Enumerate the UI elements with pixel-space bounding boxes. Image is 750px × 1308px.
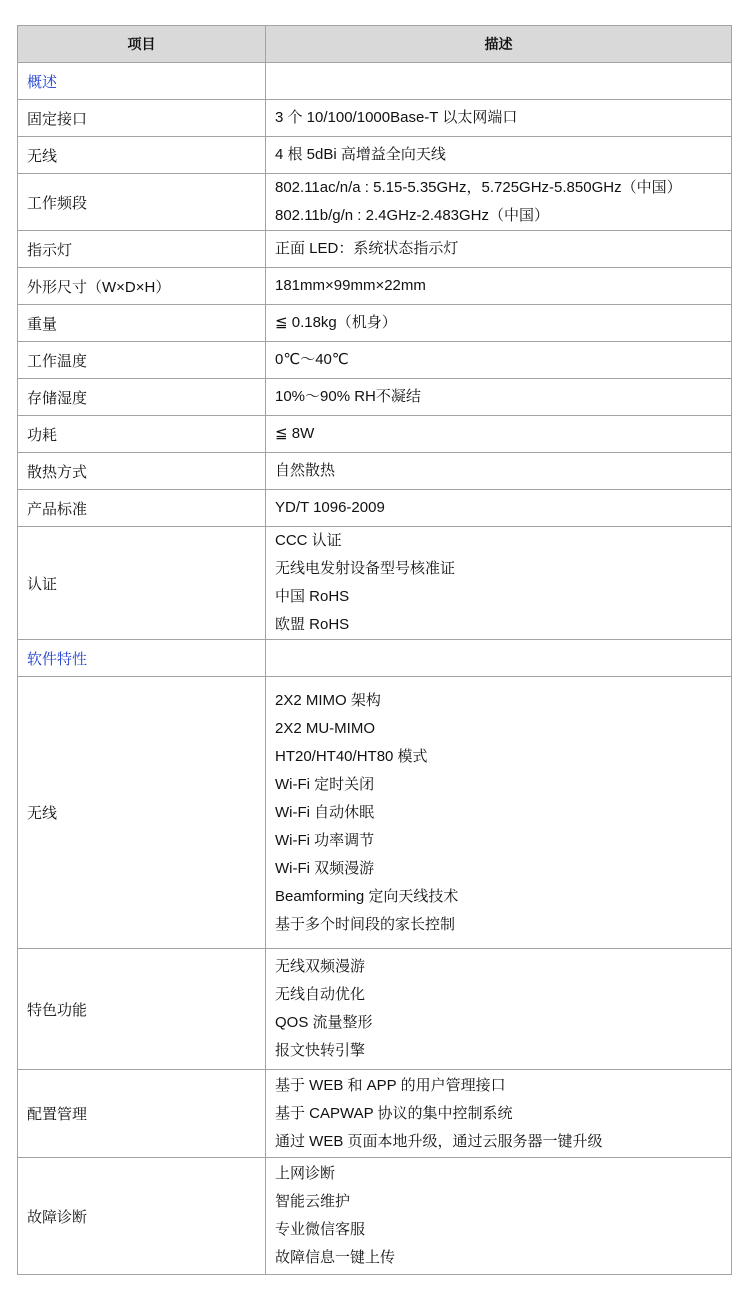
row-label: 配置管理 [18, 1070, 266, 1158]
table-row [18, 100, 732, 137]
header-row [18, 26, 732, 63]
description-line: YD/T 1096-2009 [275, 499, 385, 516]
row-description [266, 137, 732, 174]
row-label: 产品标准 [18, 490, 266, 527]
description-line: 欧盟 RoHS [275, 616, 350, 633]
row-description [266, 453, 732, 490]
row-description [266, 100, 732, 137]
description-line: Wi-Fi 定时关闭 [275, 775, 375, 793]
section-heading: 概述 [18, 63, 266, 100]
row-label: 无线 [18, 137, 266, 174]
row-description [266, 379, 732, 416]
description-line: CCC 认证 [275, 532, 342, 549]
description-line: 10%～90% RH不凝结 [275, 388, 421, 405]
description-line: 2X2 MIMO 架构 [275, 691, 381, 709]
description-line: 专业微信客服 [275, 1221, 366, 1238]
description-line: Beamforming 定向天线技术 [275, 887, 459, 905]
table-row [18, 342, 732, 379]
table-row [18, 490, 732, 527]
table-row [18, 137, 732, 174]
description-line: 0℃～40℃ [275, 351, 349, 368]
table-row [18, 268, 732, 305]
description-line: 正面 LED：系统状态指示灯 [275, 240, 459, 257]
row-label: 散热方式 [18, 453, 266, 490]
header-description: 描述 [266, 26, 732, 63]
table-row [18, 416, 732, 453]
row-description [266, 1158, 732, 1275]
row-description [266, 949, 732, 1070]
row-label: 外形尺寸（W×D×H） [18, 268, 266, 305]
table-row [18, 677, 732, 949]
description-line: Wi-Fi 功率调节 [275, 831, 375, 849]
row-description [266, 305, 732, 342]
row-label: 工作频段 [18, 174, 266, 231]
row-description [266, 640, 732, 677]
table-row [18, 231, 732, 268]
row-description [266, 677, 732, 949]
description-line: Wi-Fi 自动休眠 [275, 803, 375, 821]
table-row [18, 453, 732, 490]
table-row [18, 174, 732, 231]
row-label: 工作温度 [18, 342, 266, 379]
table-header [18, 26, 732, 63]
table-row [18, 305, 732, 342]
table-row [18, 379, 732, 416]
table-row [18, 1070, 732, 1158]
section-row [18, 63, 732, 100]
description-line: ≦ 8W [275, 425, 315, 442]
table-row [18, 1158, 732, 1275]
row-description [266, 63, 732, 100]
row-description [266, 231, 732, 268]
row-description [266, 527, 732, 640]
row-description [266, 1070, 732, 1158]
row-label: 无线 [18, 677, 266, 949]
table-row [18, 949, 732, 1070]
description-line: 181mm×99mm×22mm [275, 277, 426, 294]
description-line: 无线自动优化 [275, 986, 366, 1003]
description-line: 2X2 MU-MIMO [275, 719, 376, 737]
description-line: 基于多个时间段的家长控制 [275, 915, 456, 933]
description-line: 中国 RoHS [275, 588, 350, 605]
row-label: 固定接口 [18, 100, 266, 137]
description-line: QOS 流量整形 [275, 1014, 373, 1031]
row-description [266, 268, 732, 305]
description-line: HT20/HT40/HT80 模式 [275, 747, 428, 765]
description-line: ≦ 0.18kg（机身） [275, 314, 397, 331]
section-heading: 软件特性 [18, 640, 266, 677]
description-line: 无线双频漫游 [275, 958, 366, 975]
description-line: 通过 WEB 页面本地升级，通过云服务器一键升级 [275, 1132, 603, 1150]
row-label: 存储湿度 [18, 379, 266, 416]
table-body [18, 63, 732, 1275]
row-label: 故障诊断 [18, 1158, 266, 1275]
row-description [266, 490, 732, 527]
description-line: 基于 WEB 和 APP 的用户管理接口 [275, 1076, 506, 1094]
header-item: 项目 [18, 26, 266, 63]
section-row [18, 640, 732, 677]
row-label: 特色功能 [18, 949, 266, 1070]
description-line: 基于 CAPWAP 协议的集中控制系统 [275, 1104, 513, 1122]
description-line: 上网诊断 [275, 1165, 336, 1182]
row-label: 重量 [18, 305, 266, 342]
description-line: 4 根 5dBi 高增益全向天线 [275, 146, 446, 163]
description-line: 智能云维护 [275, 1193, 351, 1210]
description-line: Wi-Fi 双频漫游 [275, 859, 375, 877]
row-label: 认证 [18, 527, 266, 640]
row-label: 功耗 [18, 416, 266, 453]
row-description [266, 174, 732, 231]
description-line: 报文快转引擎 [275, 1042, 366, 1059]
description-line: 3 个 10/100/1000Base-T 以太网端口 [275, 109, 518, 126]
description-line: 802.11ac/n/a : 5.15-5.35GHz，5.725GHz-5.850GHz（中国） [275, 179, 682, 196]
description-line: 无线电发射设备型号核准证 [275, 560, 456, 577]
spec-table [17, 25, 732, 1275]
row-label: 指示灯 [18, 231, 266, 268]
description-line: 故障信息一键上传 [275, 1249, 396, 1266]
description-line: 802.11b/g/n : 2.4GHz-2.483GHz（中国） [275, 207, 550, 224]
table-row [18, 527, 732, 640]
row-description [266, 342, 732, 379]
row-description [266, 416, 732, 453]
description-line: 自然散热 [275, 462, 336, 479]
